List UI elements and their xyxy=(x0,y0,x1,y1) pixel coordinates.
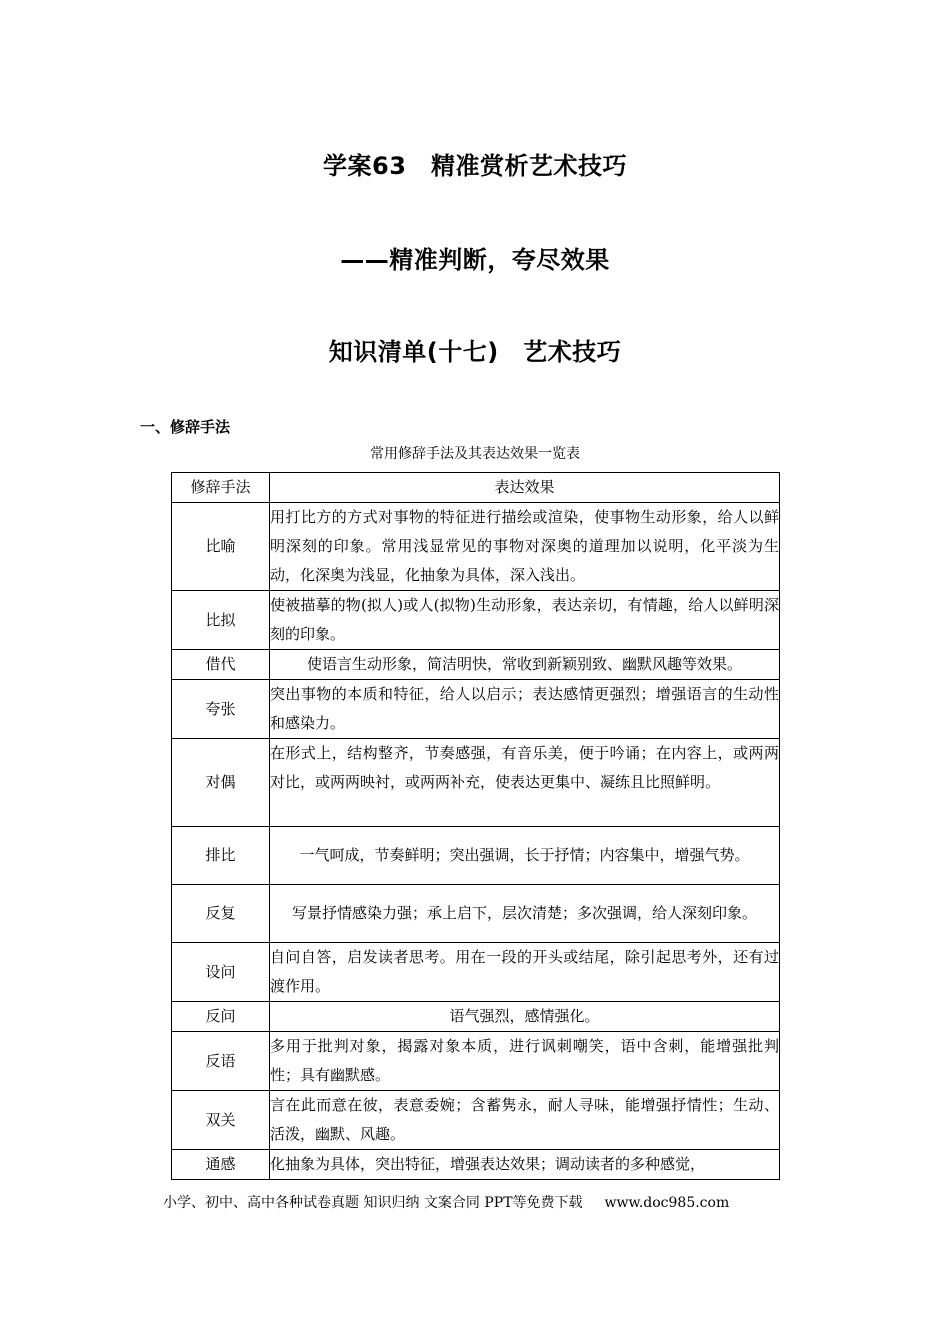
table-row xyxy=(172,591,780,650)
table-row xyxy=(172,1002,780,1032)
table-row xyxy=(172,827,780,885)
effect-cell: 在形式上，结构整齐，节奏感强，有音乐美，便于吟诵；在内容上，或两两对比，或两两映衬，或两两补充，使表达更集中、凝练且比照鲜明。 xyxy=(270,739,780,827)
table-header-row xyxy=(172,473,780,503)
technique-cell: 反复 xyxy=(172,885,270,943)
technique-cell: 借代 xyxy=(172,650,270,680)
effect-cell: 自问自答，启发读者思考。用在一段的开头或结尾，除引起思考外，还有过渡作用。 xyxy=(270,943,780,1002)
effect-cell: 使被描摹的物(拟人)或人(拟物)生动形象，表达亲切，有情趣，给人以鲜明深刻的印象。 xyxy=(270,591,780,650)
section-title: 知识清单(十七) 艺术技巧 xyxy=(328,338,622,366)
rhetoric-table xyxy=(171,472,780,1180)
table-row xyxy=(172,1150,780,1180)
table-row xyxy=(172,1091,780,1150)
page-subtitle: ——精准判断，夸尽效果 xyxy=(340,246,610,274)
technique-cell: 反语 xyxy=(172,1032,270,1091)
effect-cell: 言在此而意在彼，表意委婉；含蓄隽永，耐人寻味，能增强抒情性；生动、活泼，幽默、风趣。 xyxy=(270,1091,780,1150)
technique-cell: 设问 xyxy=(172,943,270,1002)
technique-cell: 排比 xyxy=(172,827,270,885)
table-row xyxy=(172,943,780,1002)
technique-cell: 对偶 xyxy=(172,739,270,827)
effect-cell: 化抽象为具体，突出特征，增强表达效果；调动读者的多种感觉， xyxy=(270,1150,780,1180)
effect-cell: 多用于批判对象，揭露对象本质，进行讽刺嘲笑，语中含刺，能增强批判性；具有幽默感。 xyxy=(270,1032,780,1091)
effect-cell: 用打比方的方式对事物的特征进行描绘或渲染，使事物生动形象，给人以鲜明深刻的印象。常用浅显常见的事物对深奥的道理加以说明，化平淡为生动，化深奥为浅显，化抽象为具体，深入浅出。 xyxy=(270,503,780,591)
table-row xyxy=(172,503,780,591)
footer-url-link[interactable]: www.doc985.com xyxy=(604,1195,730,1211)
page-footer xyxy=(163,1192,729,1212)
effect-cell: 一气呵成，节奏鲜明；突出强调，长于抒情；内容集中，增强气势。 xyxy=(270,827,780,885)
effect-cell: 使语言生动形象，简洁明快，常收到新颖别致、幽默风趣等效果。 xyxy=(270,650,780,680)
header-effect: 表达效果 xyxy=(270,473,780,503)
table-row xyxy=(172,650,780,680)
footer-text: 小学、初中、高中各种试卷真题 知识归纳 文案合同 PPT等免费下载 xyxy=(163,1195,583,1211)
technique-cell: 比喻 xyxy=(172,503,270,591)
table-caption: 常用修辞手法及其表达效果一览表 xyxy=(370,446,580,462)
technique-cell: 夸张 xyxy=(172,680,270,739)
technique-cell: 双关 xyxy=(172,1091,270,1150)
table-row xyxy=(172,739,780,827)
page-title: 学案63 精准赏析艺术技巧 xyxy=(323,152,627,180)
effect-cell: 突出事物的本质和特征，给人以启示；表达感情更强烈；增强语言的生动性和感染力。 xyxy=(270,680,780,739)
header-technique: 修辞手法 xyxy=(172,473,270,503)
effect-cell: 语气强烈，感情强化。 xyxy=(270,1002,780,1032)
effect-cell: 写景抒情感染力强；承上启下，层次清楚；多次强调，给人深刻印象。 xyxy=(270,885,780,943)
technique-cell: 通感 xyxy=(172,1150,270,1180)
table-row xyxy=(172,885,780,943)
technique-cell: 比拟 xyxy=(172,591,270,650)
technique-cell: 反问 xyxy=(172,1002,270,1032)
table-row xyxy=(172,680,780,739)
section-heading: 一、修辞手法 xyxy=(140,418,231,436)
table-row xyxy=(172,1032,780,1091)
